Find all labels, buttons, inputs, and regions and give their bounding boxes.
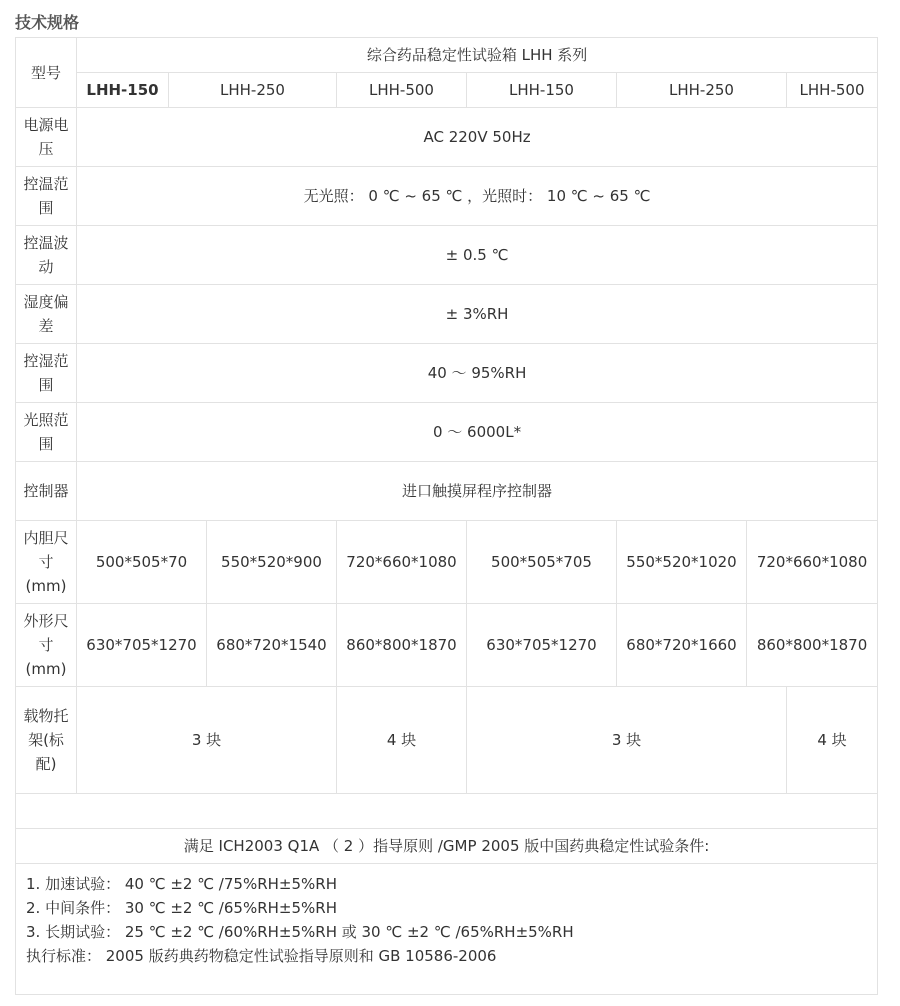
row-label-temp-fluct: 控温波动	[16, 226, 77, 285]
spacer-row	[16, 794, 878, 829]
outer-size-cell: 860*800*1870	[747, 604, 878, 687]
voltage-value: AC 220V 50Hz	[77, 108, 878, 167]
outer-size-cell: 630*705*1270	[77, 604, 207, 687]
spec-table	[15, 37, 878, 995]
shelves-cell: 3 块	[467, 687, 787, 794]
row-label-voltage: 电源电压	[16, 108, 77, 167]
temp-range-value: 无光照： 0 ℃ ~ 65 ℃ ，光照时： 10 ℃ ~ 65 ℃	[77, 167, 878, 226]
inner-size-cell: 500*505*705	[467, 521, 617, 604]
outer-size-cell: 680*720*1660	[617, 604, 747, 687]
row-label-shelves: 载物托架(标配)	[16, 687, 77, 794]
note-line: 2. 中间条件： 30 ℃ ±2 ℃ /65%RH±5%RH	[26, 899, 337, 917]
shelves-cell: 4 块	[787, 687, 878, 794]
model-cell: LHH-150	[467, 73, 617, 108]
row-label-temp-range: 控温范围	[16, 167, 77, 226]
humidity-dev-value: ± 3%RH	[77, 285, 878, 344]
section-title: 技术规格	[15, 13, 80, 32]
row-label-outer-size: 外形尺寸(mm)	[16, 604, 77, 687]
outer-size-cell: 630*705*1270	[467, 604, 617, 687]
note-line: 1. 加速试验： 40 ℃ ±2 ℃ /75%RH±5%RH	[26, 875, 337, 893]
model-cell: LHH-250	[617, 73, 787, 108]
row-label-humidity-dev: 湿度偏差	[16, 285, 77, 344]
inner-size-cell: 550*520*900	[207, 521, 337, 604]
controller-value: 进口触摸屏程序控制器	[77, 462, 878, 521]
inner-size-cell: 720*660*1080	[337, 521, 467, 604]
model-cell: LHH-500	[787, 73, 878, 108]
temp-fluct-value: ± 0.5 ℃	[77, 226, 878, 285]
note-line: 3. 长期试验： 25 ℃ ±2 ℃ /60%RH±5%RH 或 30 ℃ ±2 ℃ /65%RH±5%RH	[26, 923, 574, 941]
outer-size-cell: 680*720*1540	[207, 604, 337, 687]
light-range-value: 0 ～ 6000L*	[77, 403, 878, 462]
inner-size-cell: 550*520*1020	[617, 521, 747, 604]
model-cell: LHH-250	[169, 73, 337, 108]
row-label-humidity-range: 控湿范围	[16, 344, 77, 403]
inner-size-cell: 720*660*1080	[747, 521, 878, 604]
model-label: 型号	[16, 38, 77, 108]
test-conditions	[16, 864, 878, 995]
model-cell: LHH-150	[77, 73, 169, 108]
row-label-light-range: 光照范围	[16, 403, 77, 462]
shelves-cell: 4 块	[337, 687, 467, 794]
standard-heading: 满足 ICH2003 Q1A （ 2 ）指导原则 /GMP 2005 版中国药典稳定性试验条件:	[16, 829, 878, 864]
humidity-range-value: 40 ～ 95%RH	[77, 344, 878, 403]
model-cell: LHH-500	[337, 73, 467, 108]
inner-size-cell: 500*505*70	[77, 521, 207, 604]
outer-size-cell: 860*800*1870	[337, 604, 467, 687]
note-line: 执行标准： 2005 版药典药物稳定性试验指导原则和 GB 10586-2006	[26, 947, 497, 965]
row-label-inner-size: 内胆尺寸(mm)	[16, 521, 77, 604]
shelves-cell: 3 块	[77, 687, 337, 794]
row-label-controller: 控制器	[16, 462, 77, 521]
series-title: 综合药品稳定性试验箱 LHH 系列	[77, 38, 878, 73]
